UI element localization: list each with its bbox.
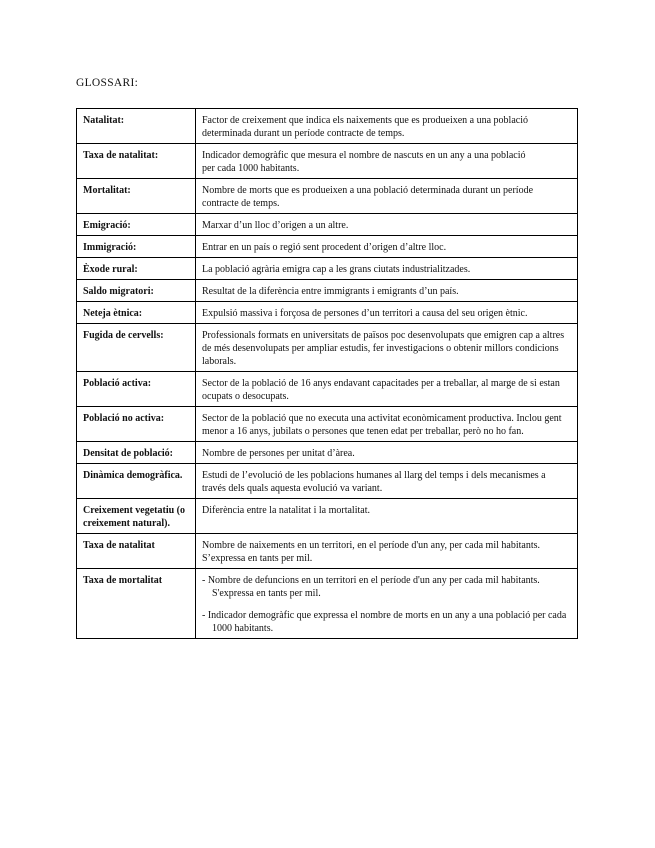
table-row (77, 280, 578, 302)
glossary-definition (196, 464, 578, 499)
table-row (77, 534, 578, 569)
glossary-definition (196, 214, 578, 236)
definition-text: Nombre de persones per unitat d’àrea. (202, 448, 355, 459)
glossary-definition (196, 144, 578, 179)
definition-text: Sector de la població de 16 anys endavant capacitades per a treballar, al marge de si estan ocupats o desocupats. (202, 378, 560, 402)
definition-bullet: - Nombre de defuncions en un territori en el període d'un any per cada mil habitants. S'expressa en tants per mil. (202, 575, 540, 599)
definition-text: Sector de la població que no executa una activitat econòmicament productiva. Inclou gent menor a 16 anys, jubilats o persones que tenen edat per treballar, però no ho fan. (202, 413, 562, 437)
glossary-term: Natalitat: (77, 109, 196, 144)
glossary-definition (196, 442, 578, 464)
glossary-definition (196, 302, 578, 324)
table-row (77, 569, 578, 639)
table-row (77, 372, 578, 407)
glossary-term: Fugida de cervells: (77, 324, 196, 372)
glossary-term: Neteja ètnica: (77, 302, 196, 324)
page-title: GLOSSARI: (76, 77, 139, 89)
glossary-term: Taxa de mortalitat (77, 569, 196, 639)
definition-text: Entrar en un país o regió sent procedent d’origen d’altre lloc. (202, 242, 447, 253)
glossary-term: Taxa de natalitat: (77, 144, 196, 179)
definition-text: Indicador demogràfic que mesura el nombre de nascuts en un any a una població (202, 150, 526, 161)
table-row (77, 179, 578, 214)
glossary-definition (196, 258, 578, 280)
glossary-term: Població activa: (77, 372, 196, 407)
glossary-term: Densitat de població: (77, 442, 196, 464)
table-row (77, 258, 578, 280)
glossary-term: Immigració: (77, 236, 196, 258)
glossary-definition (196, 280, 578, 302)
definition-text: Expulsió massiva i forçosa de persones d’un territori a causa del seu origen ètnic. (202, 308, 528, 319)
definition-text: Factor de creixement que indica els naixements que es produeixen a una població determinada durant un període contracte de temps. (202, 115, 528, 139)
table-row (77, 144, 578, 179)
table-row (77, 464, 578, 499)
glossary-term: Mortalitat: (77, 179, 196, 214)
definition-text: Estudi de l’evolució de les poblacions humanes al llarg del temps i dels mecanismes a través dels quals aquesta evolució va variant. (202, 470, 546, 494)
glossary-definition (196, 109, 578, 144)
definition-text: Professionals formats en universitats de països poc desenvolupats que emigren cap a altres de més desenvolupats per ampliar estudis, fer investigacions o obtenir millors condicions laborals. (202, 330, 565, 367)
glossary-term: Població no activa: (77, 407, 196, 442)
glossary-term: Saldo migratori: (77, 280, 196, 302)
definition-text: La població agrària emigra cap a les grans ciutats industrialitzades. (202, 264, 471, 275)
glossary-term: Èxode rural: (77, 258, 196, 280)
glossary-definition (196, 324, 578, 372)
table-row (77, 442, 578, 464)
table-row (77, 407, 578, 442)
glossary-term: Dinàmica demogràfica. (77, 464, 196, 499)
glossary-definition (196, 569, 578, 639)
table-row (77, 109, 578, 144)
definition-bullet: - Indicador demogràfic que expressa el nombre de morts en un any a una població per cada 1000 habitants. (202, 610, 567, 634)
definition-text: Nombre de naixements en un territori, en el període d'un any, per cada mil habitants. S’expressa en tants per mil. (202, 540, 540, 564)
definition-text: Resultat de la diferència entre immigrants i emigrants d’un país. (202, 286, 459, 297)
glossary-definition (196, 534, 578, 569)
table-row (77, 324, 578, 372)
glossary-definition (196, 372, 578, 407)
glossary-definition (196, 179, 578, 214)
definition-text: Marxar d’un lloc d’origen a un altre. (202, 220, 349, 231)
glossary-term: Taxa de natalitat (77, 534, 196, 569)
definition-text: Diferència entre la natalitat i la mortalitat. (202, 505, 370, 516)
table-row (77, 302, 578, 324)
definition-text: per cada 1000 habitants. (202, 163, 300, 174)
glossary-definition (196, 236, 578, 258)
glossary-term: Creixement vegetatiu (o creixement natural). (77, 499, 196, 534)
glossary-table (76, 108, 578, 639)
table-row (77, 214, 578, 236)
table-row (77, 499, 578, 534)
definition-text: Nombre de morts que es produeixen a una població determinada durant un període contracte de temps. (202, 185, 534, 209)
glossary-definition (196, 407, 578, 442)
table-row (77, 236, 578, 258)
glossary-term: Emigració: (77, 214, 196, 236)
glossary-definition (196, 499, 578, 534)
